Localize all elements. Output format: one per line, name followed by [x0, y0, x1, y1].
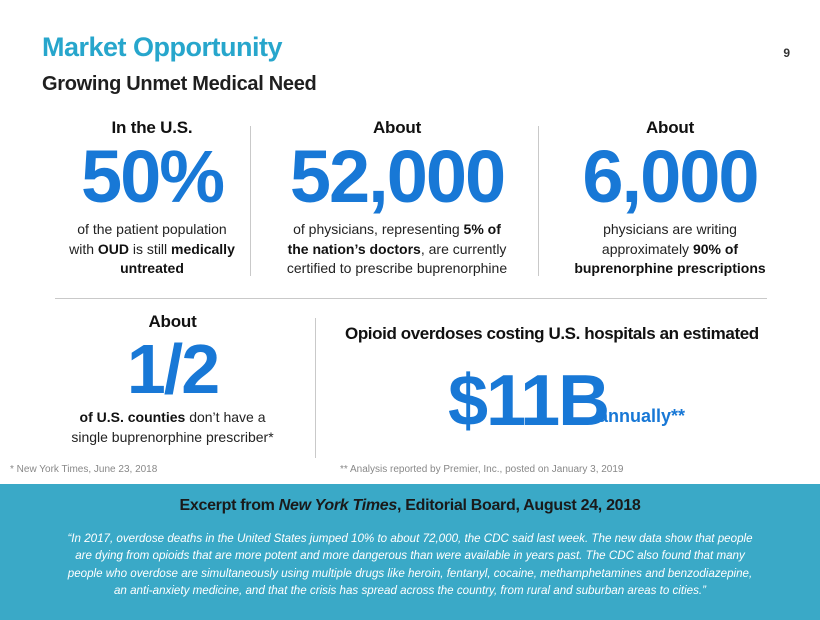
stat-lead: About — [645, 118, 695, 137]
page-subtitle: Growing Unmet Medical Need — [42, 73, 317, 95]
cost-amount: $11B — [448, 361, 609, 441]
vertical-divider — [315, 318, 316, 458]
stat-lead: About — [372, 118, 422, 137]
page-number: 9 — [783, 46, 790, 60]
stat-counties — [60, 312, 285, 447]
stat-prescribing-physicians — [560, 118, 780, 279]
footnote-left: * New York Times, June 23, 2018 — [10, 464, 158, 475]
stat-description: of physicians, representing 5% of the nation’s doctors, are currently certified to prescribe buprenorphine — [286, 221, 508, 277]
stat-lead: In the U.S. — [111, 118, 193, 137]
stat-untreated — [52, 118, 252, 279]
stat-lead: About — [148, 312, 197, 331]
cost-label: Opioid overdoses costing U.S. hospitals an estimated — [345, 324, 759, 343]
vertical-divider — [538, 126, 539, 276]
footnote-right: ** Analysis reported by Premier, Inc., posted on January 3, 2019 — [340, 464, 624, 475]
banner-quote: “In 2017, overdose deaths in the United States jumped 10% to about 72,000, the CDC said last week. The new data show that people are dying from opioids that are more potent and more dangerous than were available in years past. The CDC also found that many people who overdose are simultaneously using multiple drugs like heroin, fentanyl, cocaine, methamphetamines and benzodiazepine, an anti-anxiety medicine, and that the crisis has spread across the country, from rural and suburban areas to cities.” — [67, 532, 753, 598]
stat-value: 52,000 — [289, 135, 505, 218]
stat-value: 1/2 — [126, 330, 219, 408]
vertical-divider — [250, 126, 251, 276]
stat-certified-physicians — [272, 118, 522, 279]
stat-description: physicians are writing approximately 90% of buprenorphine prescriptions — [574, 221, 766, 277]
stat-description: of the patient population with OUD is still medically untreated — [69, 221, 235, 277]
stat-description: of U.S. counties don’t have a single buprenorphine prescriber* — [71, 409, 274, 445]
cost-suffix: annually** — [598, 406, 686, 426]
stat-value: 6,000 — [582, 135, 758, 218]
horizontal-divider — [55, 298, 767, 299]
banner-heading: Excerpt from New York Times, Editorial Board, August 24, 2018 — [179, 497, 641, 514]
page-title: Market Opportunity — [42, 32, 283, 62]
stat-value: 50% — [80, 135, 224, 218]
